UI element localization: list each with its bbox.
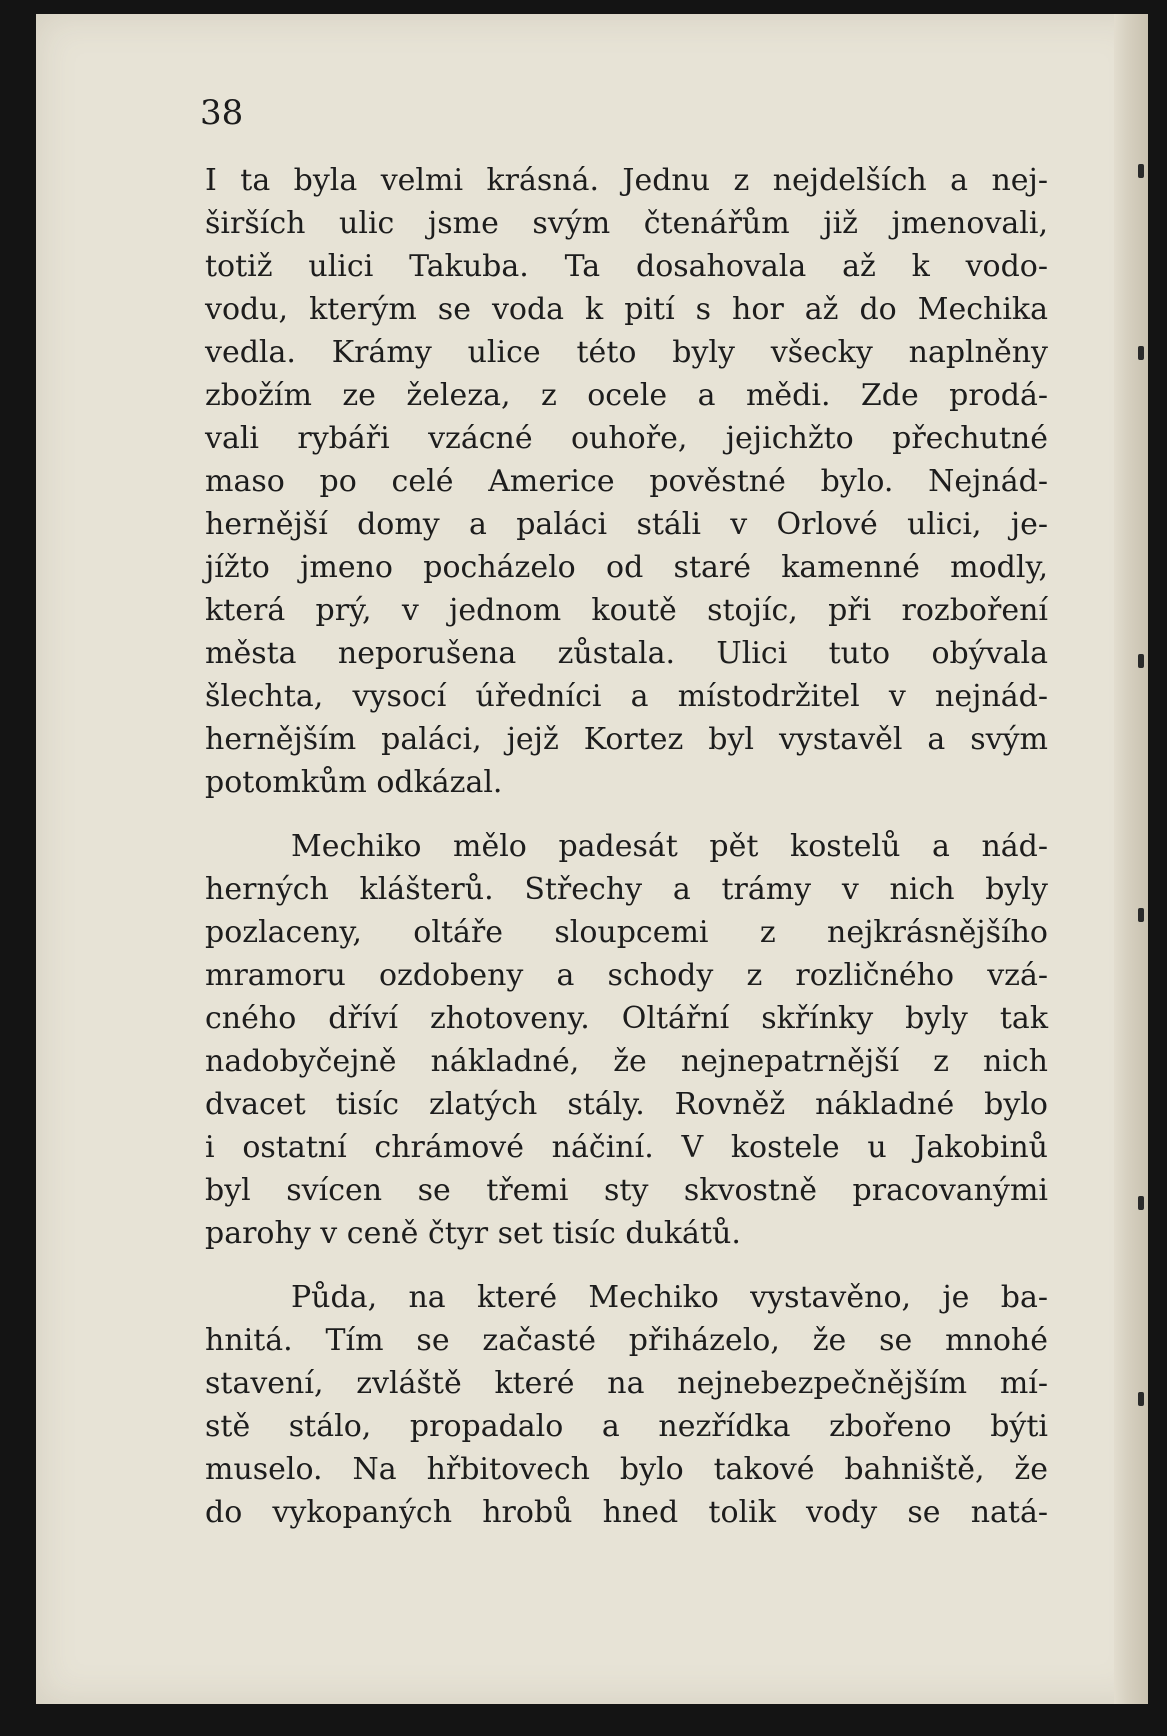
paragraph — [205, 159, 1048, 804]
text-line: do vykopaných hrobů hned tolik vody se natá- — [205, 1495, 1048, 1530]
text-line: šlechta, vysocí úředníci a místodržitel v nejnád- — [205, 679, 1048, 714]
text-line: zbožím ze železa, z ocele a mědi. Zde prodá- — [205, 378, 1048, 413]
text-line: pozlaceny, oltáře sloupcemi z nejkrásnějšího — [205, 915, 1048, 950]
text-line: která prý, v jednom koutě stojíc, při rozboření — [205, 593, 1048, 628]
text-line: vodu, kterým se voda k pití s hor až do Mechika — [205, 292, 1048, 327]
text-line: maso po celé Americe pověstné bylo. Nejnád- — [205, 464, 1048, 499]
text-line: nadobyčejně nákladné, že nejnepatrnější z nich — [205, 1044, 1048, 1079]
text-line: I ta byla velmi krásná. Jednu z nejdelších a nej- — [205, 163, 1048, 198]
page-number: 38 — [200, 93, 244, 133]
text-line: stě stálo, propadalo a nezřídka zbořeno býti — [205, 1409, 1048, 1444]
text-line: parohy v ceně čtyr set tisíc dukátů. — [205, 1216, 741, 1251]
text-line: jížto jmeno pocházelo od staré kamenné modly, — [205, 550, 1048, 585]
text-line: cného dříví zhotoveny. Oltářní skřínky byly tak — [205, 1001, 1048, 1036]
text-line: hnitá. Tím se začasté přiházelo, že se mnohé — [205, 1323, 1048, 1358]
text-line: dvacet tisíc zlatých stály. Rovněž nákladné bylo — [205, 1087, 1048, 1122]
text-line: totiž ulici Takuba. Ta dosahovala až k vodo- — [205, 249, 1048, 284]
text-line: hernější domy a paláci stáli v Orlové ulici, je- — [205, 507, 1048, 542]
text-line: mramoru ozdobeny a schody z rozličného vzá- — [205, 958, 1048, 993]
text-line: herných klášterů. Střechy a trámy v nich byly — [205, 872, 1048, 907]
text-line: širších ulic jsme svým čtenářům již jmenovali, — [205, 206, 1048, 241]
text-line: Mechiko mělo padesát pět kostelů a nád- — [291, 829, 1048, 864]
body-text — [205, 159, 1048, 1534]
text-line: i ostatní chrámové náčiní. V kostele u Jakobinů — [205, 1130, 1048, 1165]
edge-mark — [1138, 908, 1144, 922]
text-line: hernějším paláci, jejž Kortez byl vystavěl a svým — [205, 722, 1048, 757]
text-line: města neporušena zůstala. Ulici tuto obývala — [205, 636, 1048, 671]
text-line: stavení, zvláště které na nejnebezpečnějším mí- — [205, 1366, 1048, 1401]
text-line: muselo. Na hřbitovech bylo takové bahniště, že — [205, 1452, 1048, 1487]
paragraph — [205, 1276, 1048, 1534]
edge-mark — [1138, 164, 1144, 178]
edge-mark — [1138, 1392, 1144, 1406]
text-line: Půda, na které Mechiko vystavěno, je ba- — [291, 1280, 1048, 1315]
paragraph — [205, 825, 1048, 1255]
text-line: byl svícen se třemi sty skvostně pracovanými — [205, 1173, 1048, 1208]
edge-mark — [1138, 1196, 1144, 1210]
text-line: vali rybáři vzácné ouhoře, jejichžto přechutné — [205, 421, 1048, 456]
edge-mark — [1138, 654, 1144, 668]
text-line: potomkům odkázal. — [205, 765, 503, 800]
text-line: vedla. Krámy ulice této byly všecky naplněny — [205, 335, 1048, 370]
edge-mark — [1138, 346, 1144, 360]
page-edge — [1114, 14, 1148, 1704]
